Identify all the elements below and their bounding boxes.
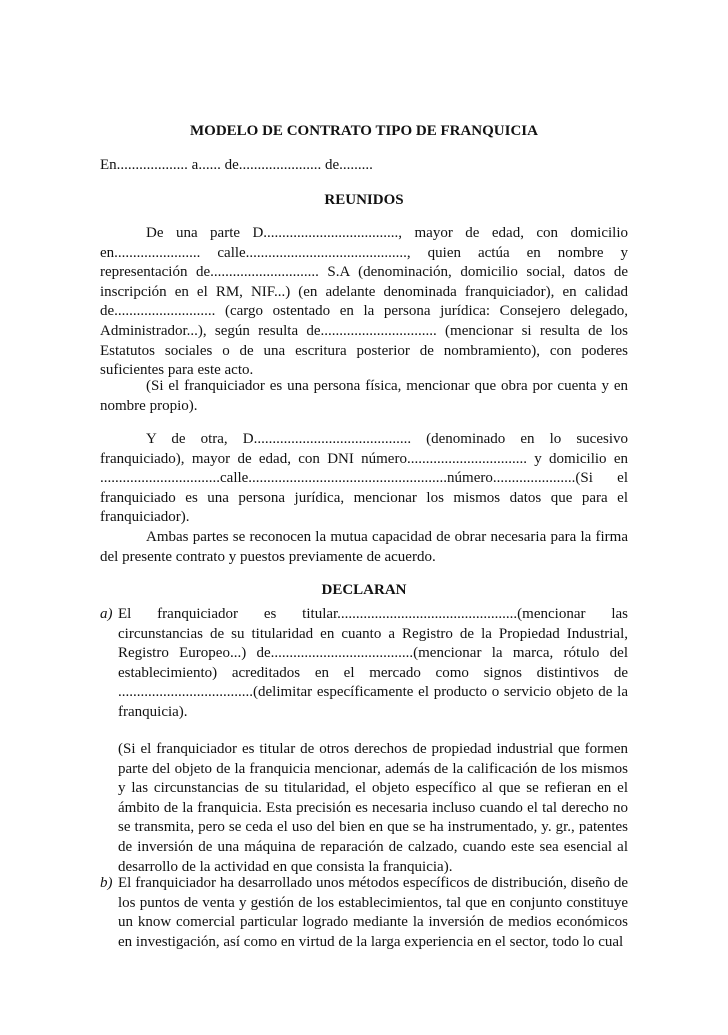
- declaration-a-text: El franquiciador es titular................................................(mencionar las circunstancias de su titularidad en cuanto a Registro de la Propiedad Industrial, Registro Europeo...) de......................................(mencionar la marca, rótulo del establecimiento) acreditados en el mercado como signos distintivos de ....................................(delimitar específicamente el producto o servicio objeto de la franquicia).: [118, 606, 628, 720]
- paragraph-parte-uno: De una parte D...................................., mayor de edad, con domicilio en....................... calle..........................................., quien actúa en nombre y representación de............................. S.A (denominación, domicilio social, datos de inscripción en el RM, NIF...) (en adelante denominada franquiciador), en calidad de........................... (cargo ostentado en la persona jurídica: Consejero delegado, Administrador...), según resulta de............................... (mencionar si resulta de los Estatutos sociales o de una escritura posterior de nombramiento), con poderes suficientes para este acto.: [100, 225, 628, 379]
- paragraph-nota-persona-fisica: (Si el franquiciador es una persona física, mencionar que obra por cuenta y en nombre propio).: [100, 378, 628, 414]
- declaration-b-text: El franquiciador ha desarrollado unos métodos específicos de distribución, diseño de los puntos de venta y gestión de los establecimientos, tal que en conjunto constituye un know comercial particular logrado mediante la inversión de medios económicos en investigación, así como en virtud de la larga experiencia en el sector, todo lo cual: [118, 875, 628, 950]
- heading-declaran: DECLARAN: [321, 582, 407, 598]
- declaration-b: [100, 874, 628, 952]
- declaration-a: [100, 605, 628, 723]
- heading-reunidos: REUNIDOS: [324, 192, 404, 208]
- date-line: En................... a...... de...................... de.........: [100, 157, 373, 173]
- declaration-b-marker: b): [100, 875, 113, 891]
- document-title: MODELO DE CONTRATO TIPO DE FRANQUICIA: [190, 123, 538, 139]
- paragraph-parte-otra: Y de otra, D.......................................... (denominado en lo sucesivo franquiciado), mayor de edad, con DNI número................................ y domicilio en ................................calle.....................................................número......................(Si el franquiciado es una persona jurídica, mencionar los mismos datos que para el franquiciador).: [100, 431, 628, 526]
- declaration-a-marker: a): [100, 606, 113, 622]
- declaration-a-note: (Si el franquiciador es titular de otros derechos de propiedad industrial que formen parte del objeto de la franquicia mencionar, además de la calificación de los mismos y las circunstancias de su titularidad, el objeto específico al que se refieran en el ámbito de la franquicia. Esta precisión es necesaria incluso cuando el tal derecho no se transmita, pero se ceda el uso del bien en que se ha instrumentado, y. gr., patentes de inversión de una máquina de reparación de calzado, cuando este sea esencial al desarrollo de la actividad en que consista la franquicia).: [118, 741, 628, 875]
- paragraph-ambas-partes: Ambas partes se reconocen la mutua capacidad de obrar necesaria para la firma del presente contrato y puestos previamente de acuerdo.: [100, 529, 628, 565]
